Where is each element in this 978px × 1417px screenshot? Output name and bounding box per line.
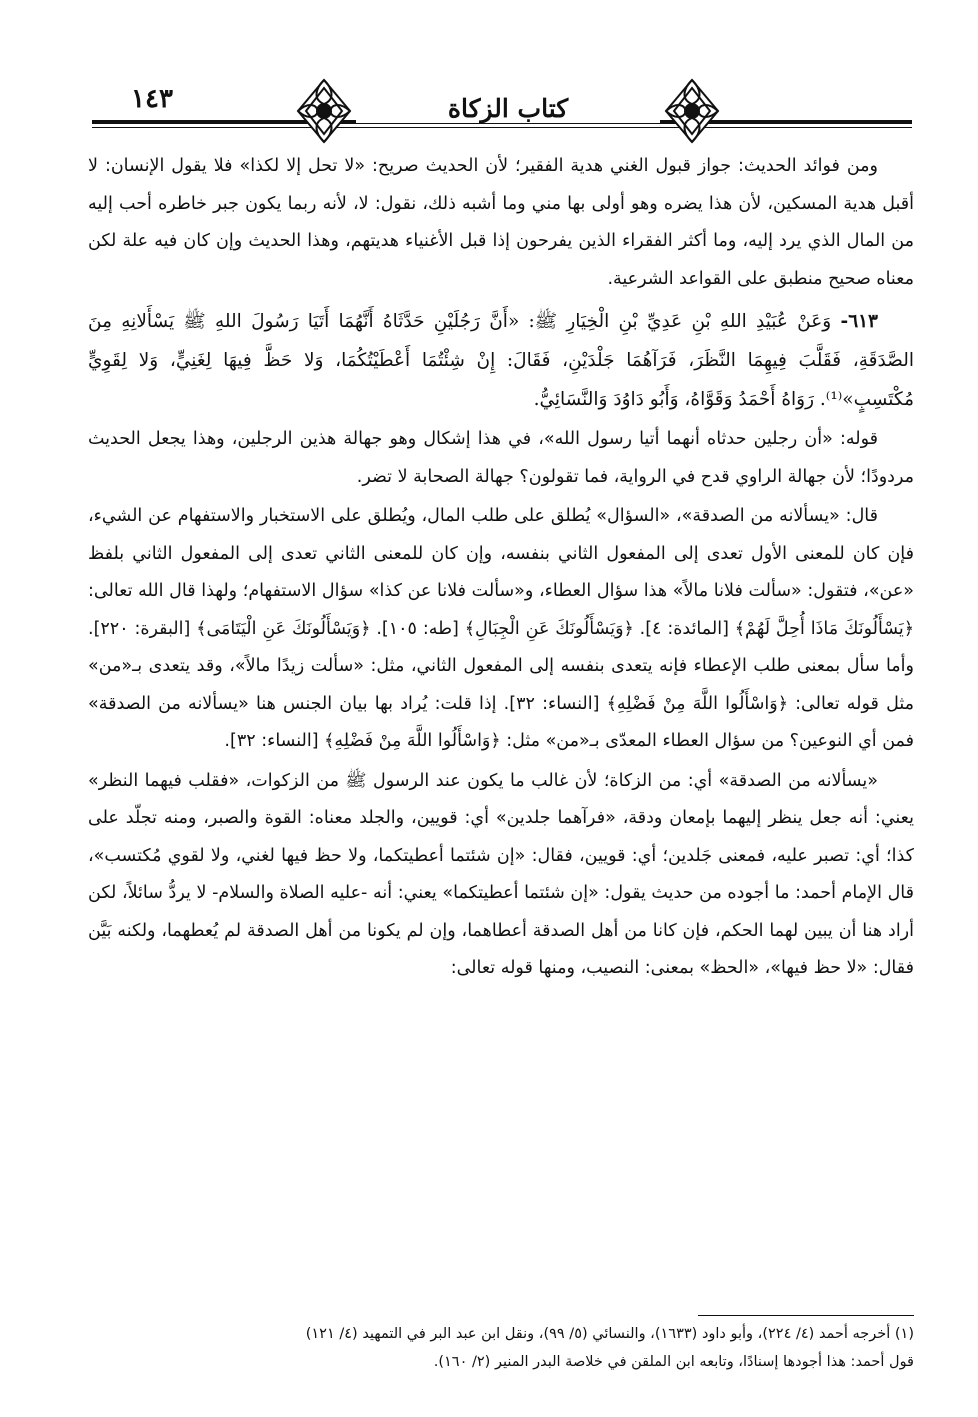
page-number: ١٤٣ bbox=[131, 84, 173, 114]
footnote-separator bbox=[698, 1315, 914, 1316]
hadith-613 bbox=[88, 302, 914, 419]
arabesque-ornament-icon bbox=[660, 76, 724, 146]
hadith-text: وَعَنْ عُبَيْدِ اللهِ بْنِ عَدِيِّ بْنِ الْخِيَارِ ﷺ: «أَنَّ رَجُلَيْنِ حَدَّثَاهُ أَنَّهُمَا أَتَيَا رَسُولَ اللهِ ﷺ يَسْأَلانِهِ مِنَ الصَّدَقَةِ، فَقَلَّبَ فِيهِمَا النَّظَرَ، فَرَآهُمَا جَلْدَيْنِ، فَقَالَ: إِنْ شِئْتُمَا أَعْطَيْتُكُمَا، وَلا حَظَّ فِيهَا لِغَنِيٍّ، وَلا لِقَوِيٍّ مُكْتَسِبٍ»⁽¹⁾. رَوَاهُ أَحْمَدُ وَقَوَّاهُ، وَأَبُو دَاوُدَ وَالنَّسَائِيُّ. bbox=[88, 311, 914, 410]
hadith-number: ٦١٣- bbox=[840, 311, 878, 332]
page-header bbox=[92, 76, 912, 154]
paragraph-commentary-3: «يسألانه من الصدقة» أي: من الزكاة؛ لأن غالب ما يكون عند الرسول ﷺ من الزكوات، «فقلب فيهما النظر» يعني: أنه جعل ينظر إليهما بإمعان ودقة، «فرآهما جلدين» أي: قويين، والجلد معناه: القوة والصبر، ومنه تجلّد على كذا؛ أي: تصبر عليه، فمعنى جَلدين؛ أي: قويين، فقال: «إن شئتما أعطيتكما، ولا حظ فيها لغني، ولا لقوي مُكتسب»، قال الإمام أحمد: ما أجوده من حديث يقول: «إن شئتما أعطيتكما» يعني: أنه -عليه الصلاة والسلام- لا يردُّ سائلاً، لكن أراد هنا أن يبين لهما الحكم، فإن كانا من أهل الصدقة أعطاهما، وإن لم يكونا من أهل الصدقة لم يُعطهما، ولكنه بَيَّن فقال: «لا حظ فيها»، «الحظ» بمعنى: النصيب، ومنها قوله تعالى: bbox=[88, 770, 914, 978]
footnotes bbox=[88, 1320, 914, 1376]
footnote-1-continued: قول أحمد: هذا أجودها إسنادًا، وتابعه ابن الملقن في خلاصة البدر المنير (٢/ ١٦٠). bbox=[433, 1354, 914, 1370]
paragraph-commentary-1: قوله: «أن رجلين حدثاه أنهما أتيا رسول الله»، في هذا إشكال وهو جهالة هذين الرجلين، وهذا يجعل الحديث مردودًا؛ لأن جهالة الراوي قدح في الرواية، فما تقولون؟ جهالة الصحابة لا تضر. bbox=[88, 429, 914, 487]
book-title: كتاب الزكاة bbox=[356, 94, 660, 123]
footnote-1: (١) أخرجه أحمد (٤/ ٢٢٤)، وأبو داود (١٦٣٣)، والنسائي (٥/ ٩٩)، ونقل ابن عبد البر في التمهيد (٤/ ١٢١) bbox=[305, 1326, 914, 1342]
page-body bbox=[88, 148, 914, 990]
arabesque-ornament-icon bbox=[292, 76, 356, 146]
header-rule-thin bbox=[92, 127, 912, 128]
paragraph-commentary-2: قال: «يسألانه من الصدقة»، «السؤال» يُطلق على طلب المال، ويُطلق على الاستخبار والاستفهام عن الشيء، فإن كان للمعنى الأول تعدى إلى المفعول الثاني بنفسه، وإن كان للمعنى الثاني تعدى إلى المفعول الثاني بلفظ «عن»، فتقول: «سألت فلانا مالاً» هذا سؤال العطاء، و«سألت فلانا عن كذا» سؤال الاستفهام؛ ولهذا قال الله تعالى: ﴿يَسْأَلُونَكَ مَاذَا أُحِلَّ لَهُمْ﴾ [المائدة: ٤]. ﴿وَيَسْأَلُونَكَ عَنِ الْجِبَالِ﴾ [طه: ١٠٥]. ﴿وَيَسْأَلُونَكَ عَنِ الْيَتَامَى﴾ [البقرة: ٢٢٠]. وأما سأل بمعنى طلب الإعطاء فإنه يتعدى بنفسه إلى المفعول الثاني، مثل: «سألت زيدًا مالاً»، وقد يتعدى بـ«من» مثل قوله تعالى: ﴿وَاسْأَلُوا اللَّهَ مِنْ فَضْلِهِ﴾ [النساء: ٣٢]. إذا قلت: يُراد بها بيان الجنس هنا «يسألانه من الصدقة» فمن أي النوعين؟ من سؤال العطاء المعدّى بـ«من» مثل: ﴿وَاسْأَلُوا اللَّهَ مِنْ فَضْلِهِ﴾ [النساء: ٣٢]. bbox=[88, 506, 915, 751]
paragraph-benefits: ومن فوائد الحديث: جواز قبول الغني هدية الفقير؛ لأن الحديث صريح: «لا تحل إلا لكذا» فلا يقول الإنسان: لا أقبل هدية المسكين، لأن هذا يضره وهو أولى بها مني وما أشبه ذلك، نقول: لا، لأنه ربما يكون جبر خاطره أحب إليه من المال الذي يرد إليه، وما أكثر الفقراء الذين يفرحون إذا قبل الأغنياء هديتهم، وهذا الحديث وإن كان فيه علة لكن معناه صحيح منطبق على القواعد الشرعية. bbox=[88, 156, 914, 289]
